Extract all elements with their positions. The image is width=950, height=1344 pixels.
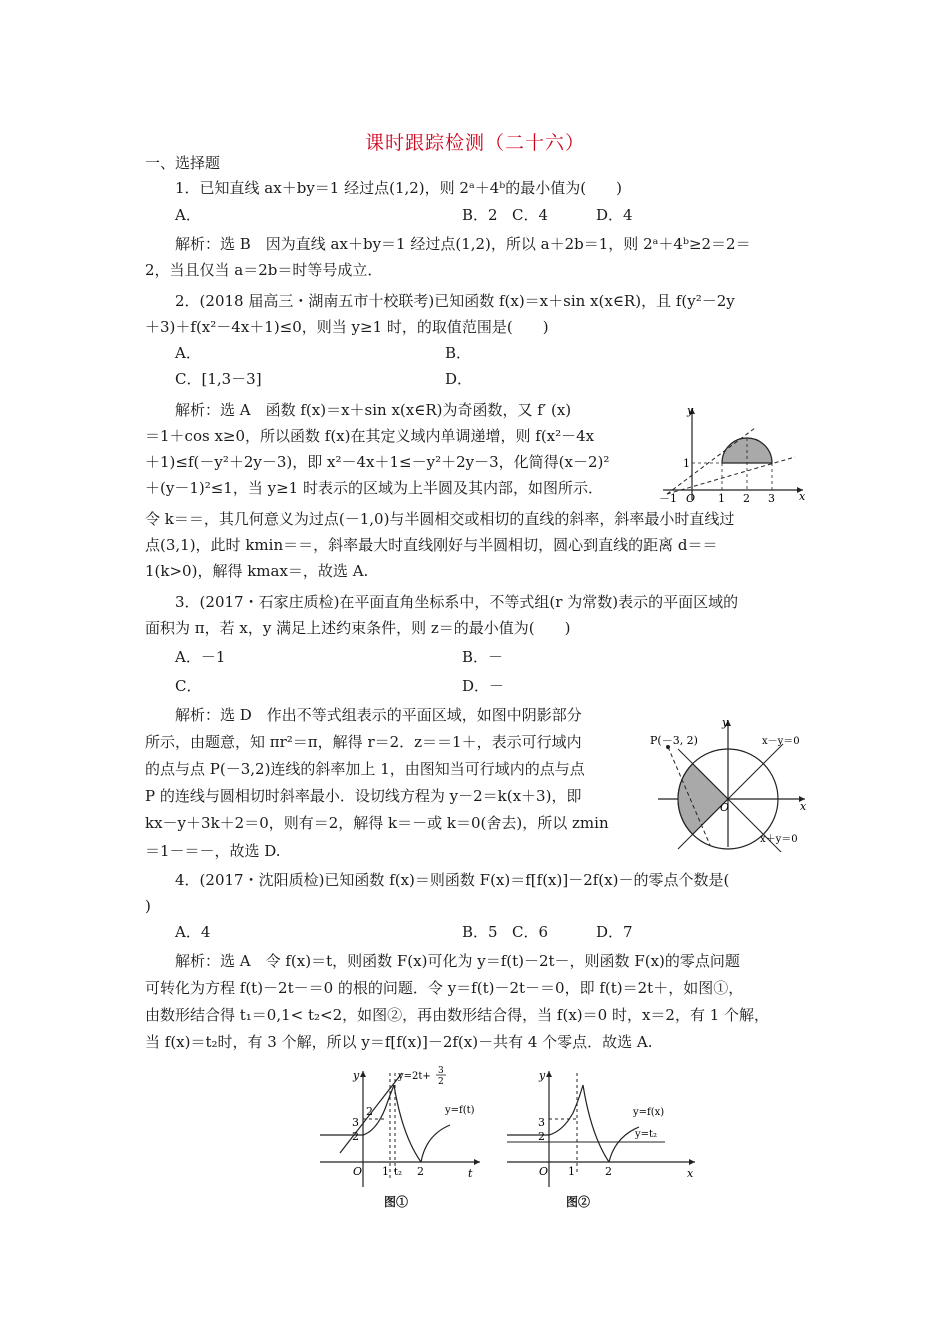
q2-solution-line: 令 k＝＝，其几何意义为过点(－1,0)与半圆相交或相切的直线的斜率，斜率最小时直线过 <box>145 510 735 528</box>
tick-label: －1 <box>659 492 677 505</box>
axis-label: y <box>353 1069 360 1082</box>
axis-label: x <box>800 800 807 813</box>
q4-option-d: D．7 <box>596 923 633 941</box>
curve-f-t-decay <box>394 1085 421 1162</box>
tick-label: 2 <box>538 1130 545 1143</box>
tick-label: 2 <box>352 1130 359 1143</box>
q4-solution-line: 由数形结合得 t₁＝0,1< t₂<2，如图②，再由数形结合得，当 f(x)＝0 时，x＝2，有 1 个解， <box>145 1006 770 1024</box>
q4-stem-line: 4．(2017・沈阳质检)已知函数 f(x)＝则函数 F(x)＝f[f(x)]－2f(x)－的零点个数是( <box>175 871 730 889</box>
point-label: P(－3, 2) <box>650 734 698 747</box>
origin-label: O <box>353 1165 363 1178</box>
q2-option-c: C．[1,3－3] <box>175 370 262 388</box>
q3-solution-line: ＝1－＝－，故选 D. <box>145 842 281 860</box>
tick-label: 1 <box>568 1165 575 1178</box>
q2-solution-line: 点(3,1)，此时 kmin＝＝，斜率最大时直线刚好与半圆相切，圆心到直线的距离 d＝＝ <box>145 536 718 554</box>
axis-label: y <box>539 1069 546 1082</box>
curve-f-t-right <box>421 1125 450 1162</box>
y-axis-arrow <box>360 1071 366 1077</box>
q1-stem: 1．已知直线 ax＋by＝1 经过点(1,2)，则 2ᵃ＋4ᵇ的最小值为( ) <box>175 179 623 197</box>
axis-label: x <box>687 1167 694 1180</box>
q3-stem-line: 面积为 π，若 x，y 满足上述约束条件，则 z＝的最小值为( ) <box>145 619 571 637</box>
q2-solution-line: ＋(y－1)²≤1，当 y≥1 时表示的区域为上半圆及其内部，如图所示． <box>145 479 603 497</box>
axis-label: y <box>687 404 694 417</box>
figure-1-graph <box>318 1065 488 1190</box>
origin-label: O <box>539 1165 549 1178</box>
q2-semicircle-figure <box>655 400 810 505</box>
q2-solution-line: ＝1＋cos x≥0，所以函数 f(x)在其定义域内单调递增，则 f(x²－4x <box>145 427 595 445</box>
curve-f-x-decay <box>583 1085 609 1162</box>
q2-option-a: A． <box>175 344 201 362</box>
q2-option-b: B． <box>445 344 472 362</box>
section-heading: 一、选择题 <box>145 154 221 172</box>
t-axis-arrow <box>474 1159 480 1165</box>
q1-solution-line: 解析：选 B 因为直线 ax＋by＝1 经过点(1,2)，所以 a＋2b＝1，则 2ᵃ＋4ᵇ≥2＝2＝ <box>175 235 751 253</box>
q2-stem-line: 2．(2018 届高三・湖南五市十校联考)已知函数 f(x)＝x＋sin x(x∈R)，且 f(y²－2y <box>175 292 735 310</box>
fraction-denominator: 2 <box>438 1077 444 1087</box>
q4-option-b: B．5 <box>462 923 498 941</box>
q3-solution-line: 的点与点 P(－3,2)连线的斜率加上 1，由图知当可行域内的点与点 <box>145 760 585 778</box>
q3-solution-line: 解析：选 D 作出不等式组表示的平面区域，如图中阴影部分 <box>175 706 582 724</box>
origin-label: O <box>686 492 696 505</box>
q3-option-b: B．－ <box>462 648 504 666</box>
tick-label: 2 <box>743 492 750 505</box>
q4-solution-line: 解析：选 A 令 f(x)＝t，则函数 F(x)可化为 y＝f(t)－2t－，则函数 F(x)的零点问题 <box>175 952 740 970</box>
q3-option-a: A．－1 <box>175 648 226 666</box>
q1-option-b: B．2 <box>462 206 498 224</box>
curve-f-x-left <box>507 1085 583 1135</box>
q3-circle-figure <box>640 712 815 852</box>
q2-option-d: D． <box>445 370 473 388</box>
q3-option-c: C． <box>175 677 202 695</box>
tick-label: 1 <box>718 492 725 505</box>
q2-solution-line: 解析：选 A 函数 f(x)＝x＋sin x(x∈R)为奇函数，又 f′ (x) <box>175 401 572 419</box>
q1-option-d: D．4 <box>596 206 633 224</box>
figure-1-caption: 图① <box>384 1195 409 1209</box>
x-axis-arrow <box>689 1159 695 1165</box>
tick-label: 3 <box>352 1116 359 1129</box>
q1-option-a: A． <box>175 206 201 224</box>
figure-2-graph <box>505 1065 700 1190</box>
curve-label: y=f(x) <box>633 1107 665 1118</box>
q3-solution-line: kx－y＋3k＋2＝0，则有＝2，解得 k＝－或 k＝0(舍去)，所以 zmin <box>145 814 609 832</box>
q2-solution-line: 1(k>0)，解得 kmax＝，故选 A. <box>145 562 369 580</box>
tick-label: 1 <box>382 1165 389 1178</box>
tick-label: t₂ <box>394 1167 403 1178</box>
q4-solution-line: 可转化为方程 f(t)－2t－＝0 的根的问题．令 y＝f(t)－2t－＝0，即 f(t)＝2t＋，如图①， <box>145 979 744 997</box>
q1-solution-line: 2，当且仅当 a＝2b＝时等号成立． <box>145 261 383 279</box>
axis-label: x <box>799 490 806 503</box>
tick-label: 2 <box>366 1105 373 1118</box>
page-title: 课时跟踪检测（二十六） <box>364 132 585 154</box>
figure-2-caption: 图② <box>566 1195 591 1209</box>
line-label: x＋y＝0 <box>760 834 798 845</box>
origin-label: O <box>720 801 730 814</box>
tick-label: 3 <box>538 1116 545 1129</box>
q4-option-c: C．6 <box>512 923 549 941</box>
axis-label: y <box>722 716 729 729</box>
tick-label: 2 <box>417 1165 424 1178</box>
q4-stem-line: ) <box>145 897 151 915</box>
q3-solution-line: P 的连线与圆相切时斜率最小．设切线方程为 y－2＝k(x＋3)，即 <box>145 787 582 805</box>
q3-solution-line: 所示，由题意，知 πr²＝π，解得 r＝2．z＝＝1＋，表示可行域内 <box>145 733 582 751</box>
line-label: y=t₂ <box>635 1129 658 1140</box>
q3-stem-line: 3．(2017・石家庄质检)在平面直角坐标系中，不等式组(r 为常数)表示的平面区域的 <box>175 593 739 611</box>
q4-solution-line: 当 f(x)＝t₂时，有 3 个解，所以 y＝f[f(x)]－2f(x)－共有 4 个零点．故选 A. <box>145 1033 653 1051</box>
q1-option-c: C．4 <box>512 206 549 224</box>
q2-stem-line: ＋3)＋f(x²－4x＋1)≤0，则当 y≥1 时，的取值范围是( ) <box>145 318 549 336</box>
axis-label: t <box>468 1167 473 1180</box>
q2-solution-line: ＋1)≤f(－y²＋2y－3)，即 x²－4x＋1≤－y²＋2y－3，化简得(x－2)² <box>145 453 610 471</box>
tick-label: 1 <box>683 457 690 470</box>
tick-label: 2 <box>605 1165 612 1178</box>
line-label: y=2t+ <box>398 1071 431 1082</box>
curve-label: y=f(t) <box>445 1105 475 1116</box>
y-axis-arrow <box>546 1071 552 1077</box>
line-label: x－y＝0 <box>762 736 800 747</box>
tick-label: 3 <box>768 492 775 505</box>
q4-option-a: A．4 <box>175 923 211 941</box>
q3-option-d: D．－ <box>462 677 505 695</box>
fraction-numerator: 3 <box>438 1066 444 1076</box>
